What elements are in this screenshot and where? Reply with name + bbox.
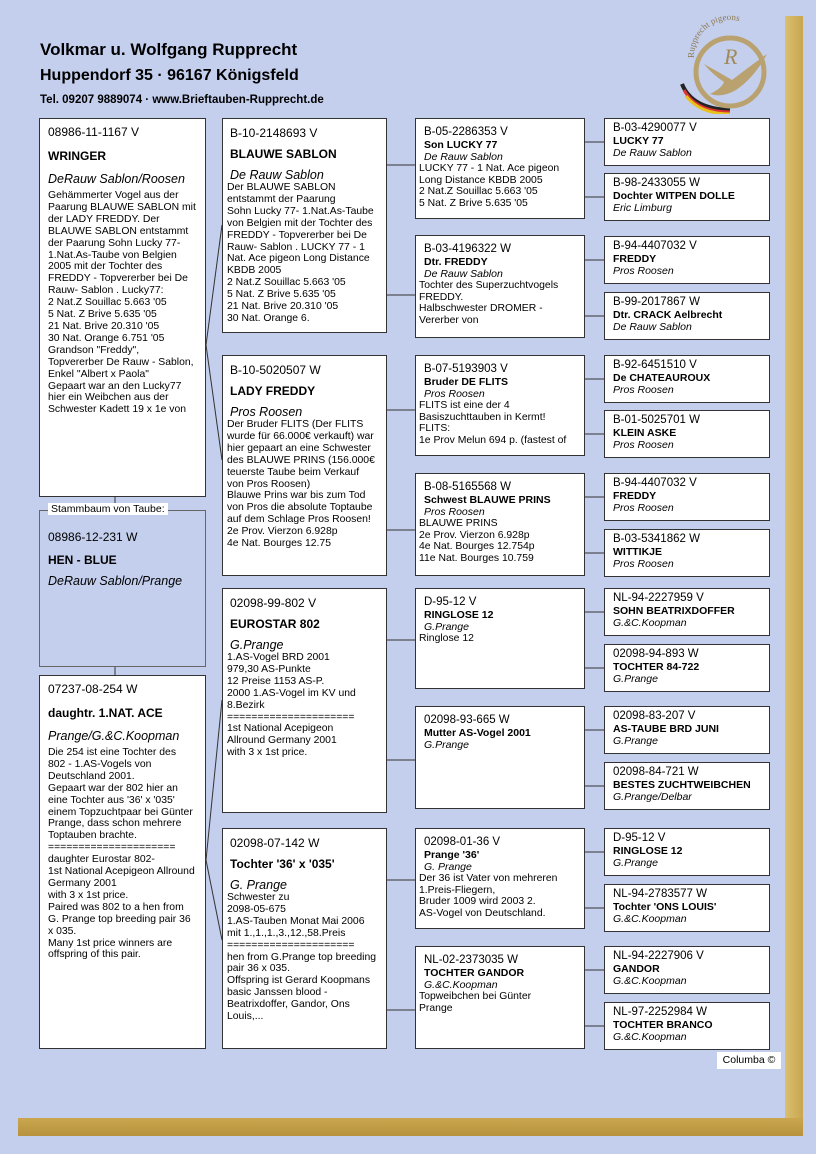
breeder: G.Prange [613,857,658,869]
notes: Tochter des Superzuchtvogels FREDDY. Halbschwester DROMER - Vererber von [419,280,559,327]
pigeon-name: FREDDY [613,253,657,265]
pigeon-name: TOCHTER GANDOR [424,967,525,979]
ring-number: B-07-5193903 V [424,363,508,375]
pigeon-name: EUROSTAR 802 [230,617,320,631]
breeder: G. Prange [424,861,472,873]
breeder: De Rauw Sablon [613,321,692,333]
ancestor-card[interactable] [604,588,770,636]
breeder: Pros Roosen [613,558,674,570]
ancestor-card[interactable] [222,588,387,813]
pigeon-name: Son LUCKY 77 [424,139,498,151]
breeder: G.Prange [613,735,658,747]
ring-number: B-01-5025701 W [613,414,700,426]
ring-number: NL-02-2373035 W [424,954,518,966]
pigeon-name: Prange '36' [424,849,480,861]
pigeon-name: Tochter 'ONS LOUIS' [613,901,717,913]
pigeon-name: GANDOR [613,963,660,975]
notes: Schwester zu 2098-05-675 1.AS-Tauben Monat Mai 2006 mit 1.,1.,1.,3.,12.,58.Preis ===================== hen from G.Prange top breeding pair 36 x 035. Offspring ist Gerard Koopmans basic Janssen blood - Beatrixdoffer, Gandor, Ons Louis,... [227,892,377,1023]
ancestor-card[interactable] [604,644,770,692]
owner-name: Volkmar u. Wolfgang Rupprecht [40,40,298,59]
ancestor-card[interactable] [415,946,585,1049]
ancestor-card[interactable] [604,1002,770,1050]
breeder: G.&C.Koopman [613,913,687,925]
breeder: Pros Roosen [424,388,485,400]
breeder: De Rauw Sablon [424,151,503,163]
ancestor-card[interactable] [604,706,770,754]
ring-number: 02098-01-36 V [424,836,501,848]
breeder: Pros Roosen [613,502,674,514]
breeder: G.Prange [613,673,658,685]
breeder: Pros Roosen [613,439,674,451]
ancestor-card[interactable] [222,828,387,1049]
notes: Der 36 ist Vater von mehreren 1.Preis-Fliegern, Bruder 1009 wird 2003 2. AS-Vogel von Deutschland. [419,873,558,920]
ancestor-card[interactable] [415,235,585,338]
ring-number: 02098-94-893 W [613,648,699,660]
pigeon-name: WRINGER [48,149,106,163]
pigeon-name: TOCHTER 84-722 [613,661,700,673]
ancestor-card[interactable] [604,236,770,284]
notes: Der Bruder FLITS (Der FLITS wurde für 66.000€ verkauft) war hier gepaart an eine Schwester des BLAUWE PRINS (156.000€ teuerste Taube beim Verkauf von Pros Roosen) Blauwe Prins war bis zum Tod von Pros die absolute Toptaube auf dem Schlage Pros Roosen! 2e Prov. Vierzon 6.928p 4e Nat. Bourges 12.75 [227,419,375,550]
pigeon-name: BLAUWE SABLON [230,147,337,161]
ring-number: B-10-5020507 W [230,363,321,377]
ring-number: NL-97-2252984 W [613,1006,707,1018]
breeder: Pros Roosen [613,384,674,396]
pigeon-name: Dochter WITPEN DOLLE [613,190,735,202]
pigeon-name: LUCKY 77 [613,135,664,147]
breeder: G.Prange [424,739,469,751]
ring-number: 07237-08-254 W [48,682,138,696]
ancestor-card[interactable] [415,828,585,929]
ring-number: 02098-93-665 W [424,714,510,726]
pigeon-name: AS-TAUBE BRD JUNI [613,723,719,735]
ancestor-card[interactable] [604,762,770,810]
logo-initial: R [724,44,738,69]
pigeon-name: Bruder DE FLITS [424,376,509,388]
ancestor-card[interactable] [604,473,770,521]
ancestor-card[interactable] [604,355,770,403]
breeder: G.Prange [424,621,469,633]
pigeon-name: RINGLOSE 12 [613,845,683,857]
ancestor-card[interactable] [604,884,770,932]
breeder: G. Prange [230,878,287,892]
ancestor-card[interactable] [415,588,585,689]
breeder: De Rauw Sablon [424,268,503,280]
ring-number: B-03-4196322 W [424,243,511,255]
ring-number: B-92-6451510 V [613,359,697,371]
ring-number: D-95-12 V [424,596,477,608]
ring-number: 08986-11-1167 V [48,125,139,139]
ring-number: B-05-2286353 V [424,126,508,138]
notes: Die 254 ist eine Tochter des 802 - 1.AS-Vogels von Deutschland 2001. Gepaart war der 802 hier an eine Tochter aus '36' x '035' einem Topzuchtpaar bei Günter Prange, dass schon mehrere Toptauben brachte. ===================== daughter Eurostar 802- 1st National Acepigeon Allround Germany 2001 with 3 x 1st price. Paired was 802 to a hen from G. Prange top breeding pair 36 x 035. Many 1st price winners are offspring of this pair. [48,747,195,961]
ring-number: B-03-4290077 V [613,122,697,134]
breeder: G.&C.Koopman [613,617,687,629]
breeder: Prange/G.&C.Koopman [48,729,180,743]
ring-number: B-99-2017867 W [613,296,700,308]
sire-card[interactable] [39,118,206,497]
ancestor-card[interactable] [604,828,770,876]
ring-number: 02098-84-721 W [613,766,699,778]
breeder: G.Prange [230,638,284,652]
pigeon-name: Mutter AS-Vogel 2001 [424,727,531,739]
ancestor-card[interactable] [222,355,387,576]
pigeon-name: SOHN BEATRIXDOFFER [613,605,735,617]
notes: FLITS ist eine der 4 Basiszuchttauben in Kermt! FLITS: 1e Prov Melun 694 p. (fastest of [419,400,567,447]
pigeon-name: WITTIKJE [613,546,662,558]
ring-number: 02098-83-207 V [613,710,696,722]
ring-number: 02098-99-802 V [230,596,317,610]
breeder: DeRauw Sablon/Prange [48,574,183,588]
ancestor-card[interactable] [415,706,585,809]
breeder: Eric Limburg [613,202,672,214]
ring-number: B-08-5165568 W [424,481,511,493]
ring-number: 08986-12-231 W [48,530,138,544]
ring-number: B-98-2433055 W [613,177,700,189]
ring-number: B-94-4407032 V [613,477,697,489]
notes: 1.AS-Vogel BRD 2001 979,30 AS-Punkte 12 Preise 1153 AS-P. 2000 1.AS-Vogel im KV und 8.Bezirk ===================== 1st National Acepigeon Allround Germany 2001 with 3 x 1st price. [227,652,356,759]
breeder: De Rauw Sablon [613,147,692,159]
pigeon-name: daughtr. 1.NAT. ACE [48,706,163,720]
ancestor-card[interactable] [415,118,585,219]
copyright-label: Columba © [717,1052,781,1069]
notes: Ringlose 12 [419,633,474,644]
ancestor-card[interactable] [604,410,770,458]
pigeon-name: Dtr. FREDDY [424,256,488,268]
ancestor-card[interactable] [604,292,770,340]
owner-contact: Tel. 09207 9889074 · www.Brieftauben-Rupprecht.de [40,94,324,106]
pigeon-name: BESTES ZUCHTWEIBCHEN [613,779,751,791]
notes: Gehämmerter Vogel aus der Paarung BLAUWE SABLON mit der LADY FREDDY. Der BLAUWE SABLON entstammt der Paarung Sohn Lucky 77- 1.Nat.As-Taube von Belgien 2005 mit der Tochter des FREDDY - Topvererber bei De Rauw- Sablon . Lucky77: 2 Nat.Z Souillac 5.663 '05 5 Nat. Z Brive 5.635 '05 21 Nat. Brive 20.310 '05 30 Nat. Orange 6.751 '05 Grandson "Freddy", Topvererber De Rauw - Sablon, Enkel "Albert x Paola" Gepaart war an den Lucky77 hier ein Weibchen aus der Schwester Kadett 19 x 1e von [48,190,196,416]
ancestor-card[interactable] [604,118,770,166]
subject-card[interactable] [48,530,182,588]
breeder: G.Prange/Delbar [613,791,692,803]
ancestor-card[interactable] [415,473,585,576]
dam-card[interactable] [39,675,206,1049]
breeder: Pros Roosen [613,265,674,277]
ring-number: D-95-12 V [613,832,666,844]
ring-number: B-03-5341862 W [613,533,700,545]
pigeon-name: FREDDY [613,490,657,502]
pigeon-name: LADY FREDDY [230,384,316,398]
ancestor-card[interactable] [604,529,770,577]
breeder: G.&C.Koopman [613,1031,687,1043]
ancestor-card[interactable] [415,355,585,456]
ring-number: B-10-2148693 V [230,126,318,140]
notes: Der BLAUWE SABLON entstammt der Paarung Sohn Lucky 77- 1.Nat.As-Taube von Belgien mit der Tochter des FREDDY - Topvererber bei De Rauw- Sablon . LUCKY 77 - 1 Nat. Ace pigeon Long Distance KBDB 2005 2 Nat.Z Souillac 5.663 '05 5 Nat. Z Brive 5.635 '05 21 Nat. Brive 20.310 '05 30 Nat. Orange 6. [227,182,374,324]
breeder: G.&C.Koopman [613,975,687,987]
ancestor-card[interactable] [604,946,770,994]
ancestor-card[interactable] [222,118,387,333]
notes: Topweibchen bei Günter Prange [419,991,532,1014]
owner-address: Huppendorf 35 · 96167 Königsfeld [40,67,299,84]
pigeon-name: Dtr. CRACK Aelbrecht [613,309,723,321]
pigeon-name: Tochter '36' x '035' [230,857,335,871]
notes: LUCKY 77 - 1 Nat. Ace pigeon Long Distance KBDB 2005 2 Nat.Z Souillac 5.663 '05 5 Nat. Z Brive 5.635 '05 [419,163,560,210]
subject-legend: Stammbaum von Taube: [48,503,168,515]
ring-number: 02098-07-142 W [230,836,320,850]
notes: BLAUWE PRINS 2e Prov. Vierzon 6.928p 4e Nat. Bourges 12.754p 11e Nat. Bourges 10.759 [419,518,535,565]
breeder: Pros Roosen [230,405,303,419]
pigeon-name: KLEIN ASKE [613,427,677,439]
logo-text: Rupprecht pigeons [685,14,741,59]
ring-number: B-94-4407032 V [613,240,697,252]
pigeon-name: Schwest BLAUWE PRINS [424,494,551,506]
ring-number: NL-94-2227959 V [613,592,704,604]
pigeon-name: RINGLOSE 12 [424,609,494,621]
breeder: De Rauw Sablon [230,168,324,182]
ancestor-card[interactable] [604,173,770,221]
pigeon-name: TOCHTER BRANCO [613,1019,713,1031]
breeder: Pros Roosen [424,506,485,518]
ring-number: NL-94-2783577 W [613,888,707,900]
breeder: G.&C.Koopman [424,979,498,991]
pigeon-name: HEN - BLUE [48,553,117,567]
ring-number: NL-94-2227906 V [613,950,704,962]
breeder: DeRauw Sablon/Roosen [48,172,185,186]
pigeon-name: De CHATEAUROUX [613,372,711,384]
